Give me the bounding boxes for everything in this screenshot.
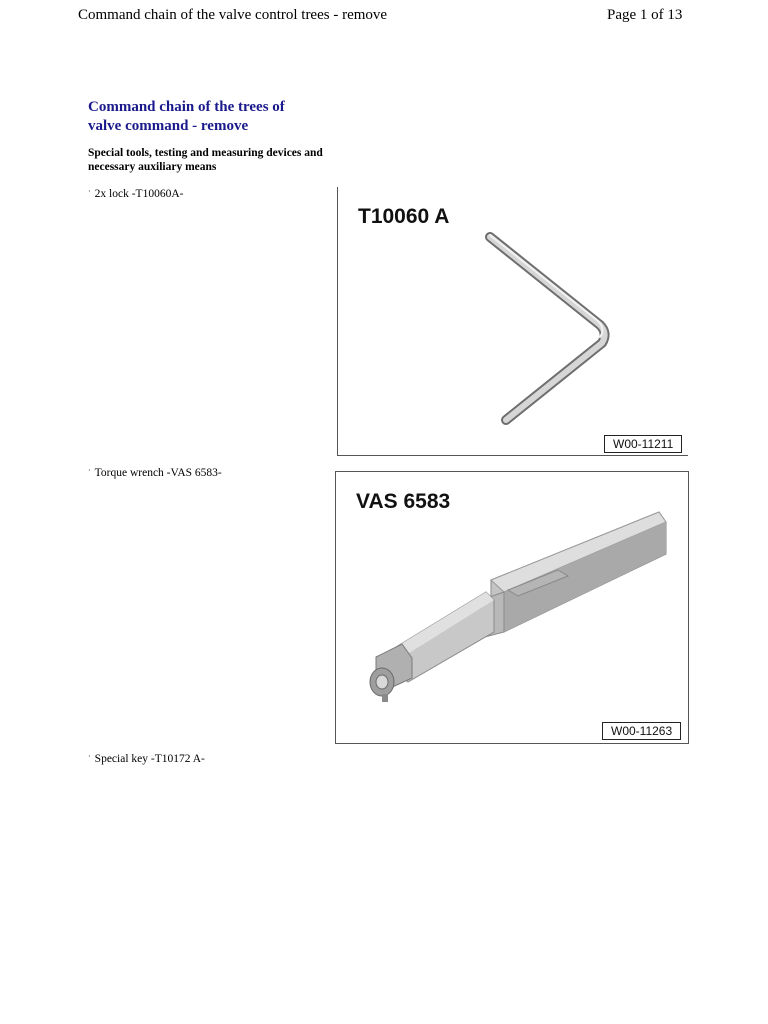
figure-code: W00-11263 xyxy=(602,722,681,740)
bullet-icon: · xyxy=(88,187,91,196)
tool-item-lock xyxy=(88,187,183,200)
tool-item-label: Torque wrench -VAS 6583- xyxy=(94,467,222,479)
tool-item-special-key xyxy=(88,752,205,765)
bullet-icon: · xyxy=(88,466,91,475)
figure-label: VAS 6583 xyxy=(356,490,451,513)
document-title-line-2: valve command - remove xyxy=(88,118,249,134)
tool-item-label: 2x lock -T10060A- xyxy=(94,188,184,200)
figure-lock xyxy=(337,187,688,456)
figure-code: W00-11211 xyxy=(604,435,682,453)
figure-label: T10060 A xyxy=(358,205,450,228)
header-title: Command chain of the valve control trees - remove xyxy=(78,7,388,23)
tools-subheading-line-2: necessary auxiliary means xyxy=(88,161,217,173)
tool-item-torque-wrench xyxy=(88,466,222,479)
document-title-line-1: Command chain of the trees of xyxy=(88,99,285,115)
document-title xyxy=(88,98,348,136)
tool-item-label: Special key -T10172 A- xyxy=(94,753,205,765)
figure-torque-wrench xyxy=(335,471,689,744)
page-number: Page 1 of 13 xyxy=(607,7,683,23)
bullet-icon: · xyxy=(88,752,91,761)
tools-subheading-line-1: Special tools, testing and measuring devices and xyxy=(88,147,323,159)
tools-subheading xyxy=(88,146,358,174)
